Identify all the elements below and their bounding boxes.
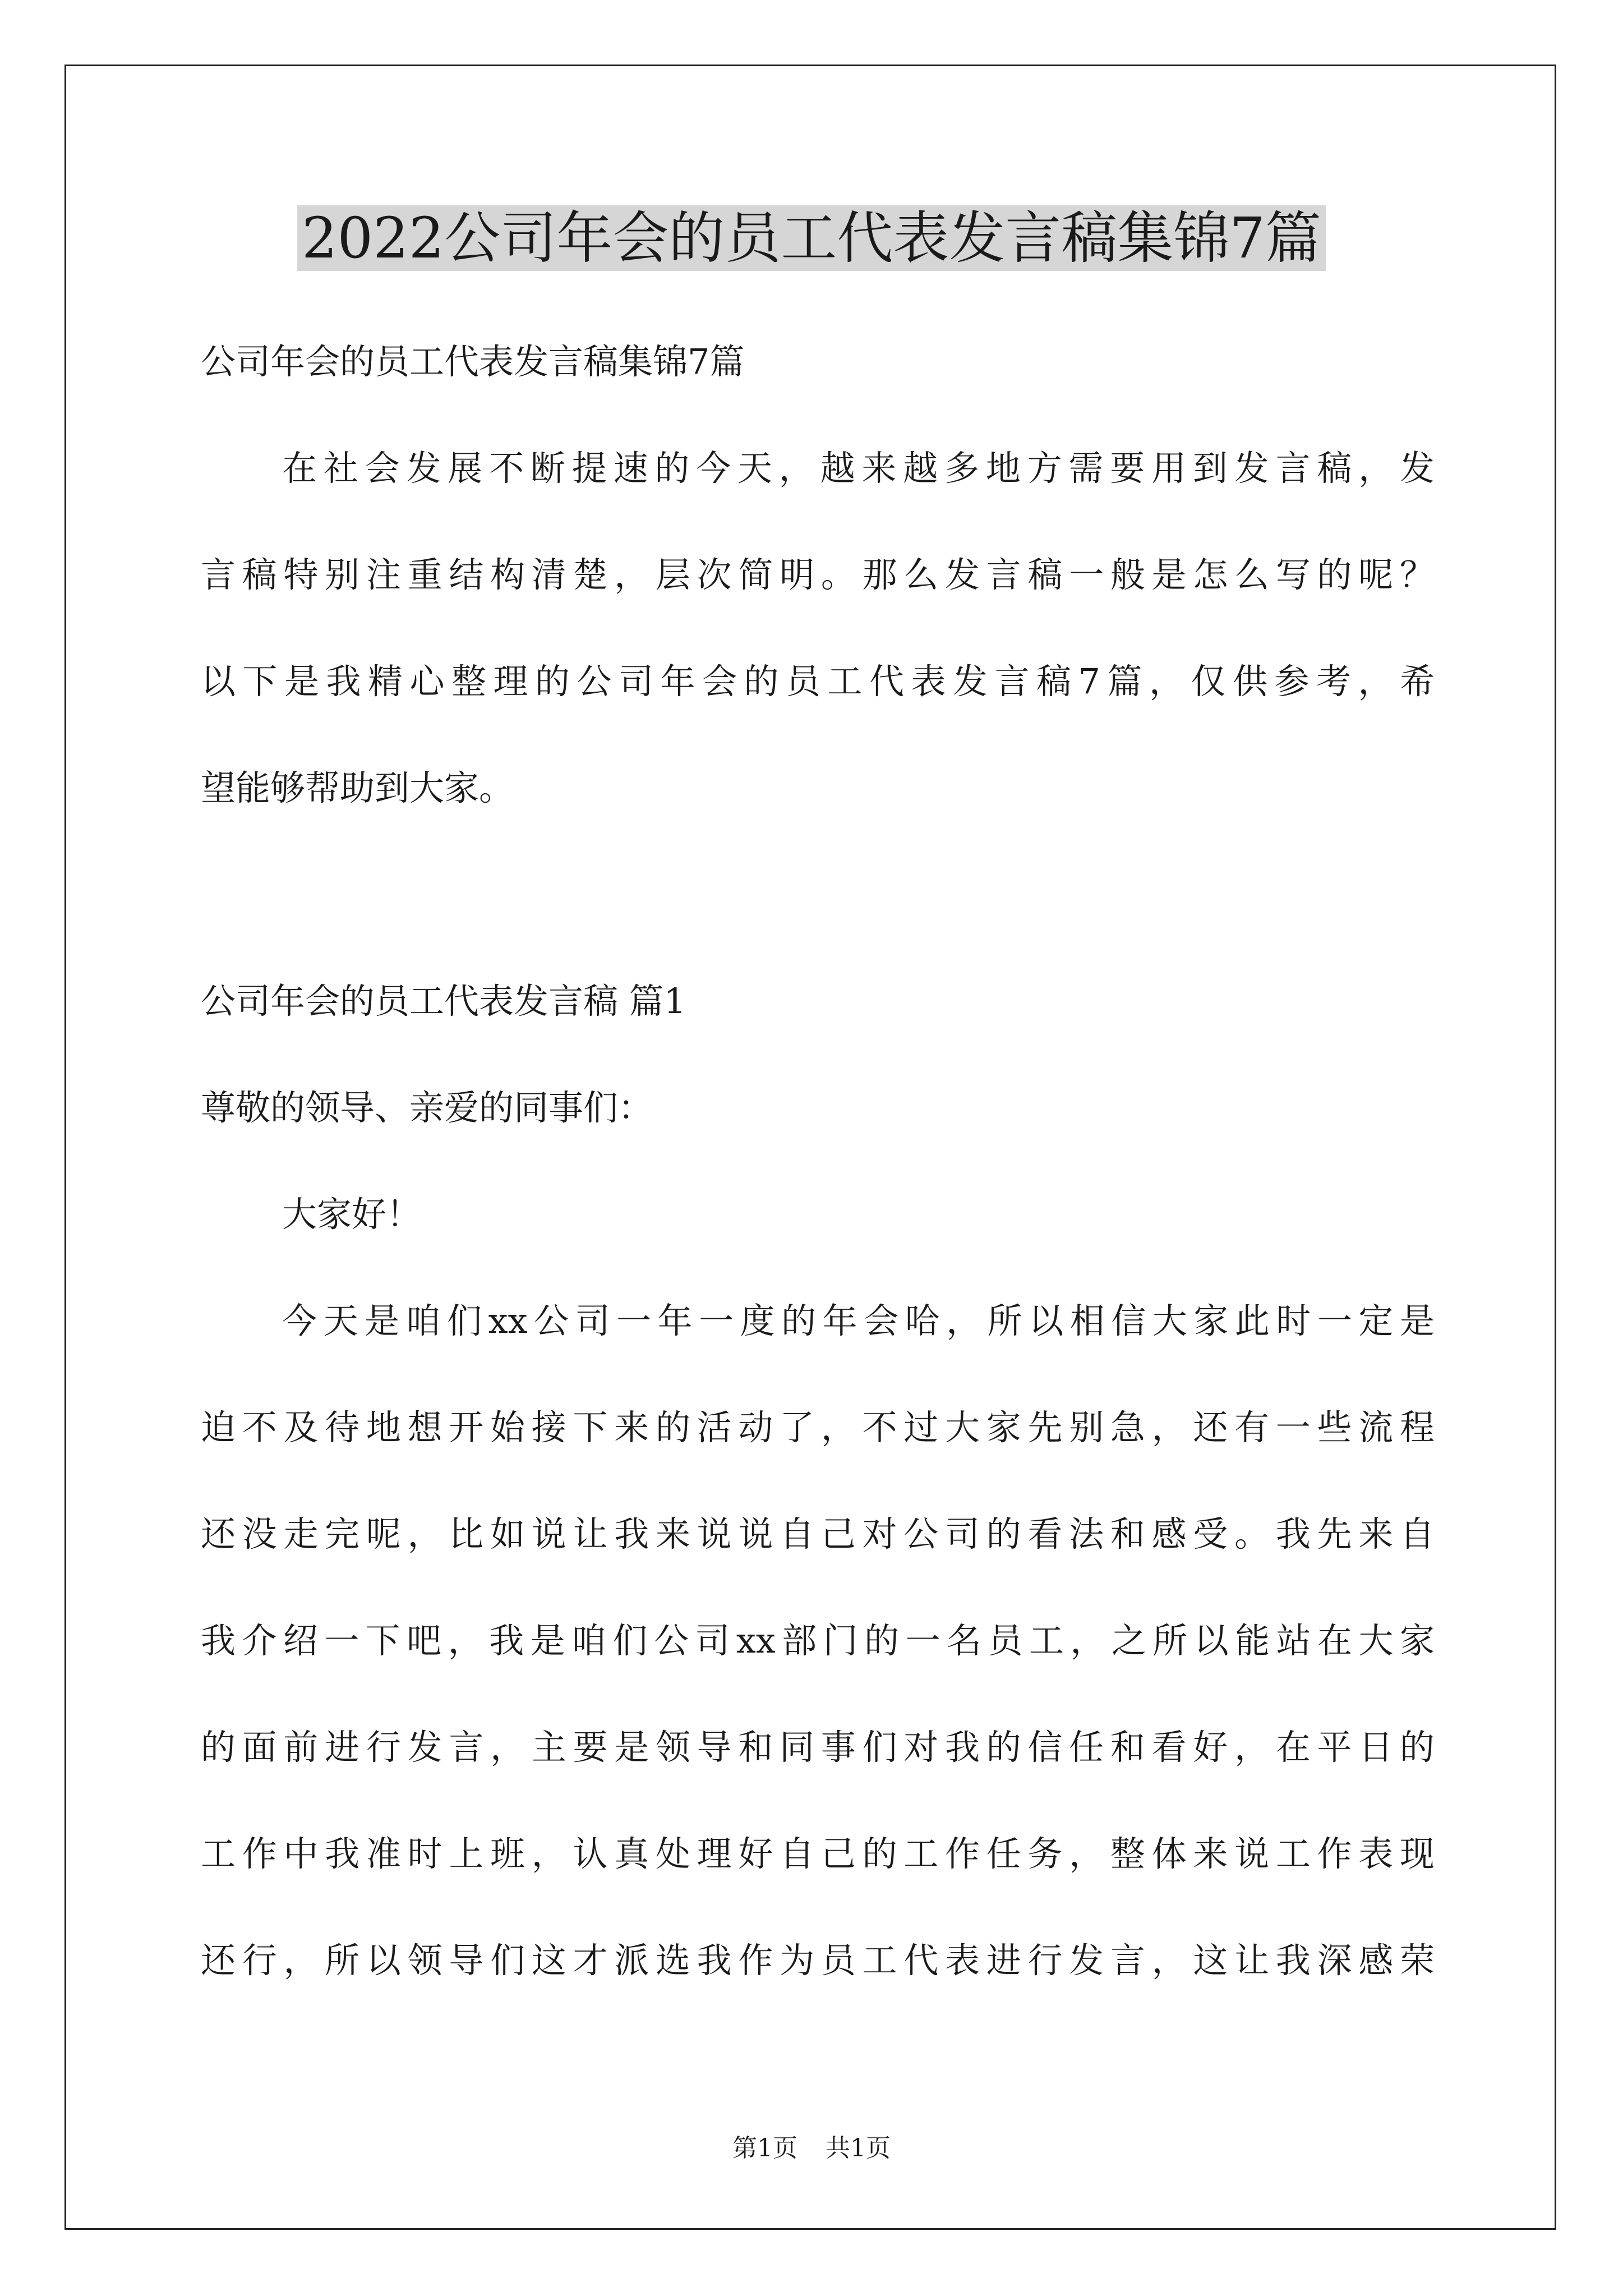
intro-line: 在社会发展不断提速的今天，越来越多地方需要用到发言稿，发	[282, 448, 1435, 489]
intro-line: 望能够帮助到大家。	[201, 767, 514, 808]
document-body	[201, 309, 1435, 2014]
body-line: 还行，所以领导们这才派选我作为员工代表进行发言，这让我深感荣	[201, 1940, 1435, 1981]
salutation: 尊敬的领导、亲爱的同事们：	[201, 1087, 653, 1128]
intro-line: 以下是我精心整理的公司年会的员工代表发言稿7篇，仅供参考，希	[201, 661, 1435, 702]
page-total: 共1页	[826, 2134, 891, 2162]
body-line: 还没走完呢，比如说让我来说说自己对公司的看法和感受。我先来自	[201, 1513, 1435, 1554]
body-line: 迫不及待地想开始接下来的活动了，不过大家先别急，还有一些流程	[201, 1407, 1435, 1448]
body-line: 今天是咱们xx公司一年一度的年会哈，所以相信大家此时一定是	[282, 1300, 1435, 1341]
greeting: 大家好！	[282, 1194, 422, 1235]
document-title-text: 2022公司年会的员工代表发言稿集锦7篇	[297, 205, 1326, 271]
page-number: 第1页	[732, 2134, 797, 2162]
section-heading: 公司年会的员工代表发言稿 篇1	[201, 981, 686, 1022]
body-line: 我介绍一下吧，我是咱们公司xx部门的一名员工，之所以能站在大家	[201, 1620, 1435, 1661]
document-subtitle: 公司年会的员工代表发言稿集锦7篇	[201, 341, 745, 382]
document-title	[0, 196, 1623, 280]
page-footer	[0, 2132, 1623, 2165]
spacer	[201, 841, 1435, 948]
body-line: 工作中我准时上班，认真处理好自己的工作任务，整体来说工作表现	[201, 1833, 1435, 1874]
intro-line: 言稿特别注重结构清楚，层次简明。那么发言稿一般是怎么写的呢？	[201, 554, 1435, 595]
body-line: 的面前进行发言，主要是领导和同事们对我的信任和看好，在平日的	[201, 1727, 1435, 1768]
